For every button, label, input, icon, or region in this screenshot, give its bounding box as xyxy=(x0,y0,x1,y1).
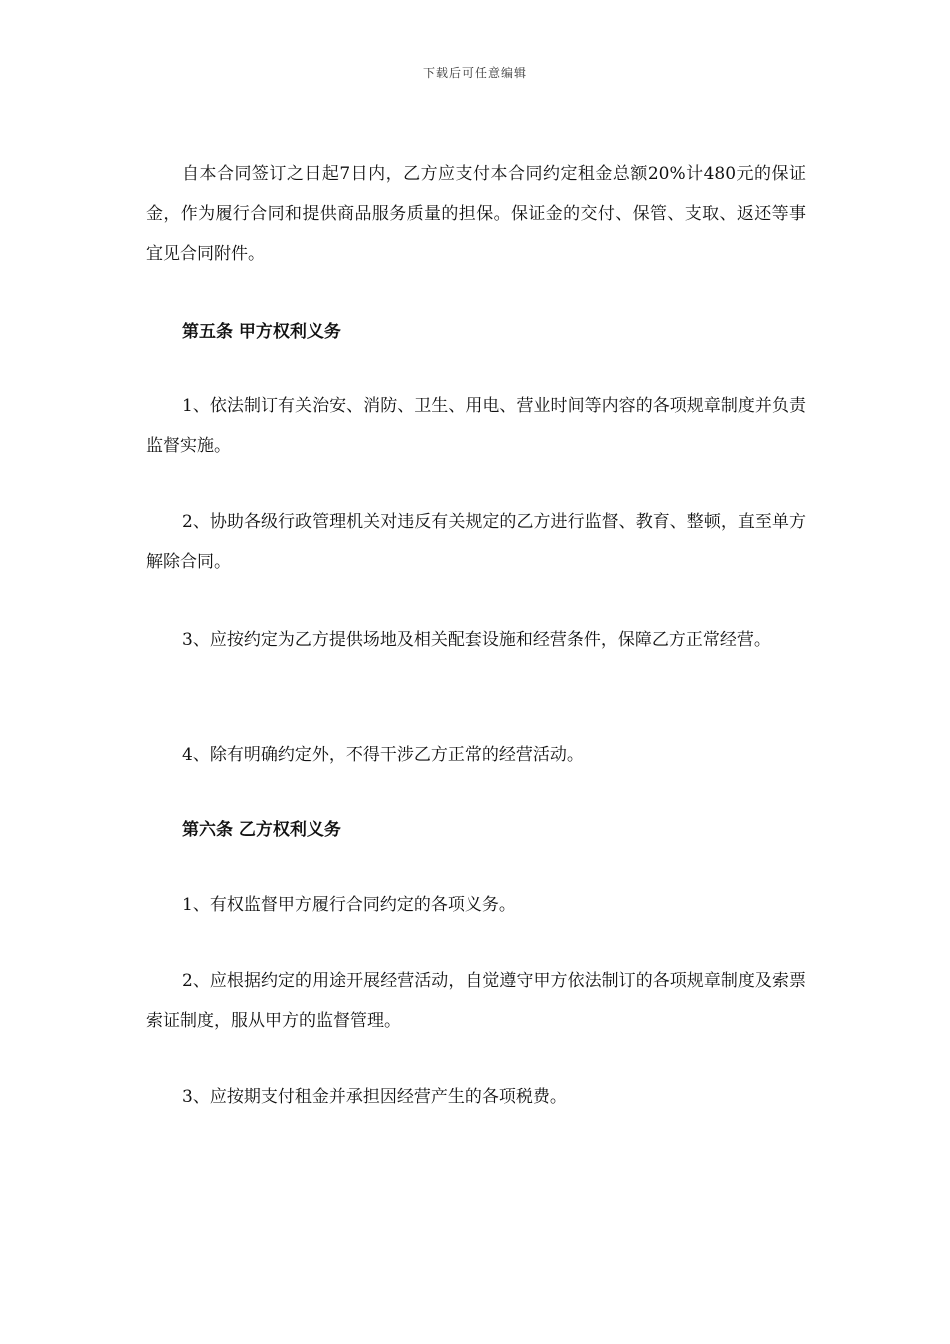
article6-item-2: 2、应根据约定的用途开展经营活动，自觉遵守甲方依法制订的各项规章制度及索票索证制度，服从甲方的监督管理。 xyxy=(146,971,806,1031)
article5-heading: 第五条 甲方权利义务 xyxy=(182,322,341,342)
deposit-paragraph: 自本合同签订之日起7日内，乙方应支付本合同约定租金总额20%计480元的保证金，作为履行合同和提供商品服务质量的担保。保证金的交付、保管、支取、返还等事宜见合同附件。 xyxy=(146,164,806,264)
article5-item-4: 4、除有明确约定外，不得干涉乙方正常的经营活动。 xyxy=(182,745,584,765)
article5-item-1: 1、依法制订有关治安、消防、卫生、用电、营业时间等内容的各项规章制度并负责监督实施。 xyxy=(146,396,806,456)
article6-heading: 第六条 乙方权利义务 xyxy=(182,820,341,840)
page-header: 下载后可任意编辑 xyxy=(422,66,527,80)
article5-item-2: 2、协助各级行政管理机关对违反有关规定的乙方进行监督、教育、整顿，直至单方解除合同。 xyxy=(146,512,806,572)
article6-item-1: 1、有权监督甲方履行合同约定的各项义务。 xyxy=(182,895,516,915)
article6-item-3: 3、应按期支付租金并承担因经营产生的各项税费。 xyxy=(182,1087,567,1107)
article5-item-3: 3、应按约定为乙方提供场地及相关配套设施和经营条件，保障乙方正常经营。 xyxy=(182,630,771,650)
